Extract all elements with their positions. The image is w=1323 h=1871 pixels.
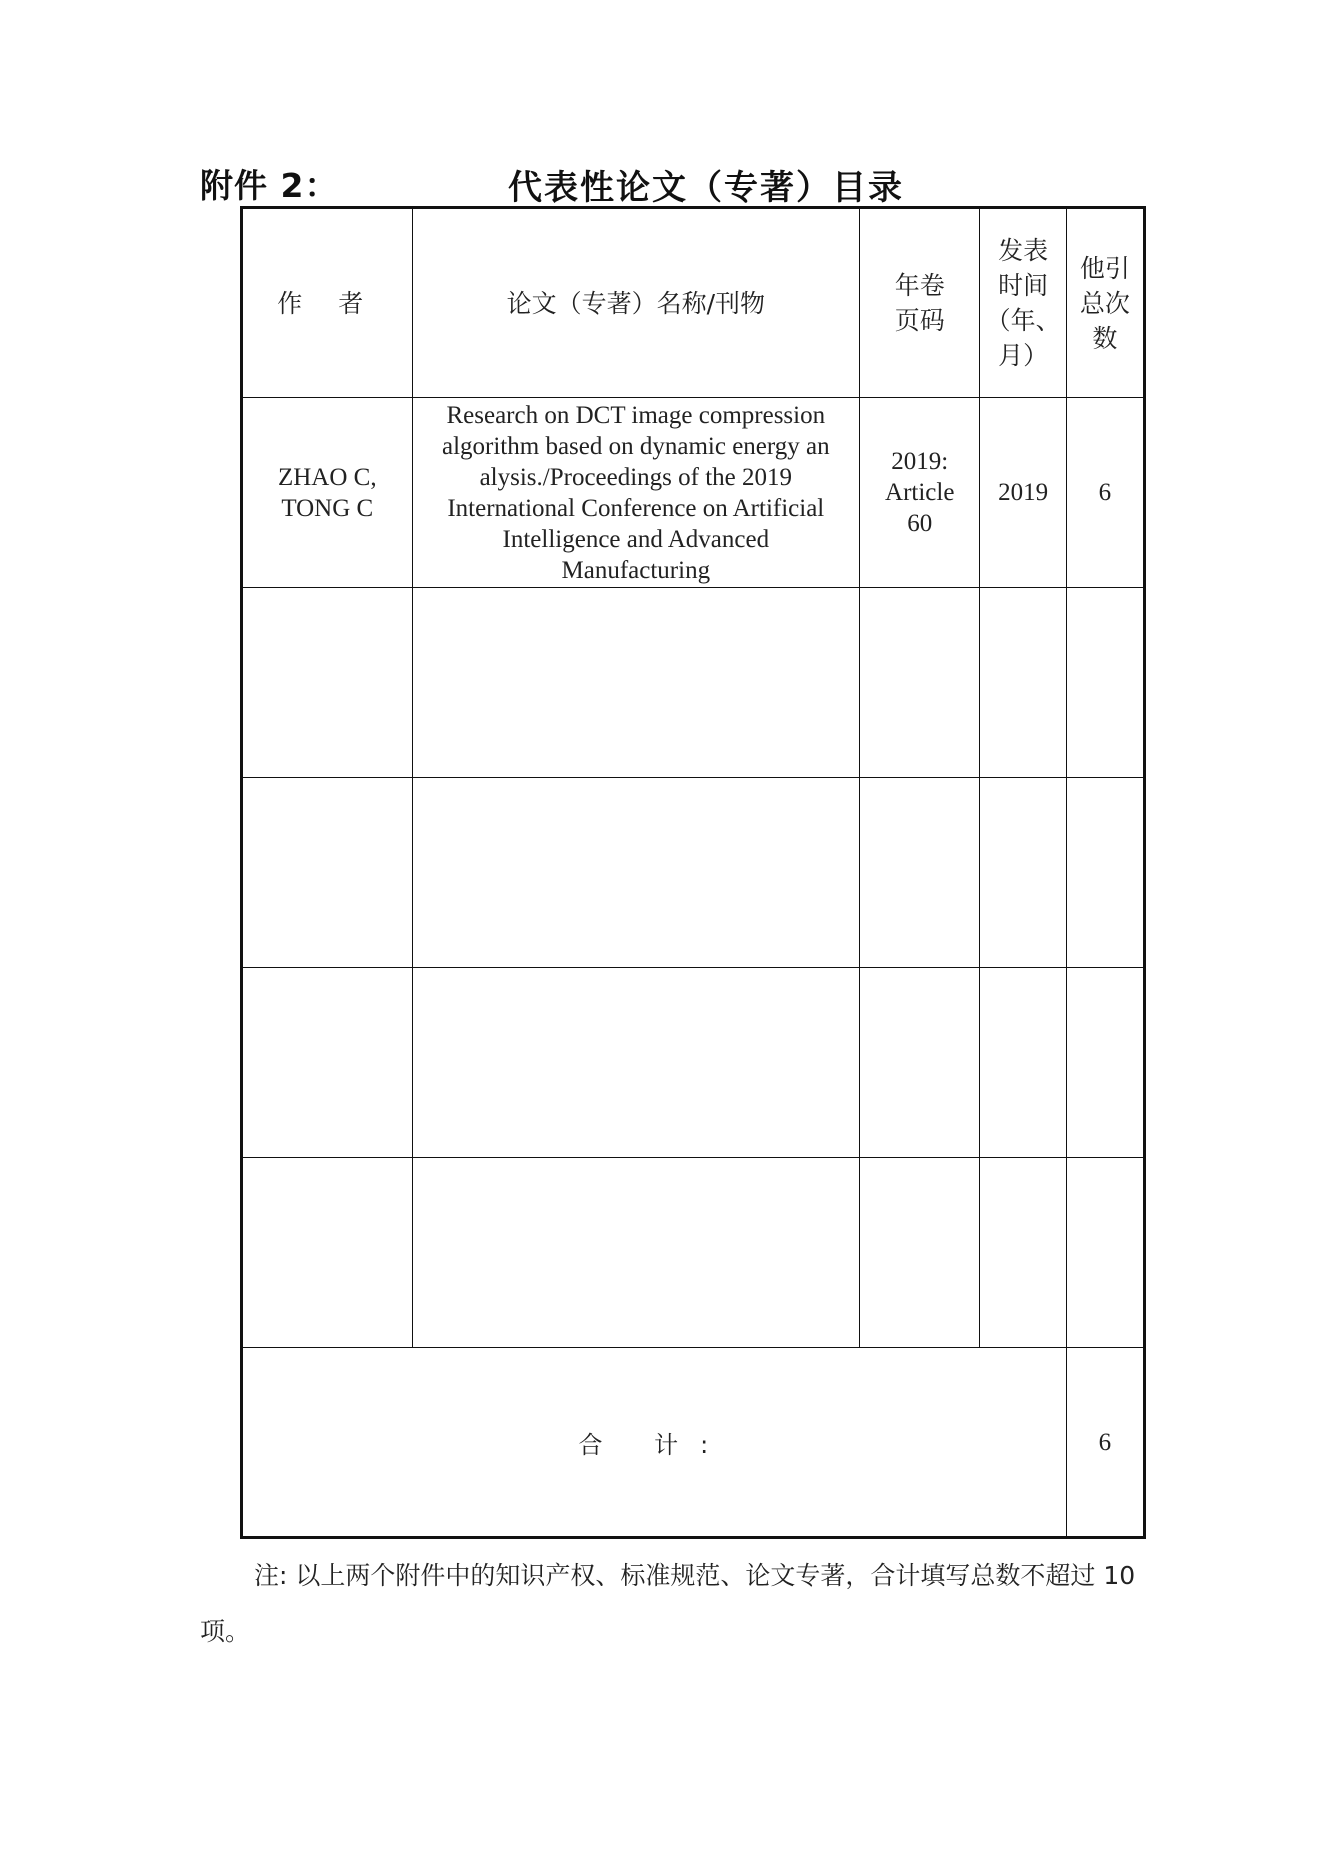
total-row	[242, 1348, 1145, 1538]
author-cell	[242, 588, 413, 778]
volume-pages-cell: 2019: Article 60	[860, 398, 980, 588]
author-cell: ZHAO C, TONG C	[242, 398, 413, 588]
citations-cell	[1066, 1158, 1144, 1348]
header-volume-pages: 年卷 页码	[860, 208, 980, 398]
page-heading	[200, 160, 1160, 210]
title-journal-cell	[412, 968, 859, 1158]
author-cell	[242, 968, 413, 1158]
table-row	[242, 398, 1145, 588]
header-title-journal: 论文（专著）名称/刊物	[412, 208, 859, 398]
attachment-label: 附件 2：	[200, 166, 339, 205]
publish-time-cell	[980, 778, 1066, 968]
volume-pages-cell	[860, 968, 980, 1158]
table-row	[242, 968, 1145, 1158]
footnote	[200, 1548, 1190, 1660]
publish-time-cell	[980, 588, 1066, 778]
title-journal-cell: Research on DCT image compression algorithm based on dynamic energy an alysis./Proceedings of the 2019 International Conference on Artificial Intelligence and Advanced Manufacturing	[412, 398, 859, 588]
citations-cell	[1066, 588, 1144, 778]
footnote-line-1: 注: 以上两个附件中的知识产权、标准规范、论文专著，合计填写总数不超过 10	[254, 1561, 1136, 1590]
total-label: 合 计:	[242, 1348, 1067, 1538]
footnote-line-2: 项。	[200, 1617, 251, 1646]
table-row	[242, 1158, 1145, 1348]
author-cell	[242, 778, 413, 968]
volume-pages-cell	[860, 778, 980, 968]
publish-time-cell	[980, 968, 1066, 1158]
title-journal-cell	[412, 778, 859, 968]
volume-pages-cell	[860, 588, 980, 778]
citations-cell	[1066, 778, 1144, 968]
header-citations: 他引 总次 数	[1066, 208, 1144, 398]
title-journal-cell	[412, 1158, 859, 1348]
table-header-row	[242, 208, 1145, 398]
publish-time-cell	[980, 1158, 1066, 1348]
citations-cell: 6	[1066, 398, 1144, 588]
page-title: 代表性论文（专著）目录	[508, 168, 904, 208]
publish-time-cell: 2019	[980, 398, 1066, 588]
header-publish-time: 发表 时间 （年、 月）	[980, 208, 1066, 398]
volume-pages-cell	[860, 1158, 980, 1348]
author-cell	[242, 1158, 413, 1348]
paper-catalog-table	[240, 206, 1146, 1539]
table-row	[242, 588, 1145, 778]
table-row	[242, 778, 1145, 968]
header-author: 作 者	[242, 208, 413, 398]
citations-cell	[1066, 968, 1144, 1158]
total-value: 6	[1066, 1348, 1144, 1538]
title-journal-cell	[412, 588, 859, 778]
